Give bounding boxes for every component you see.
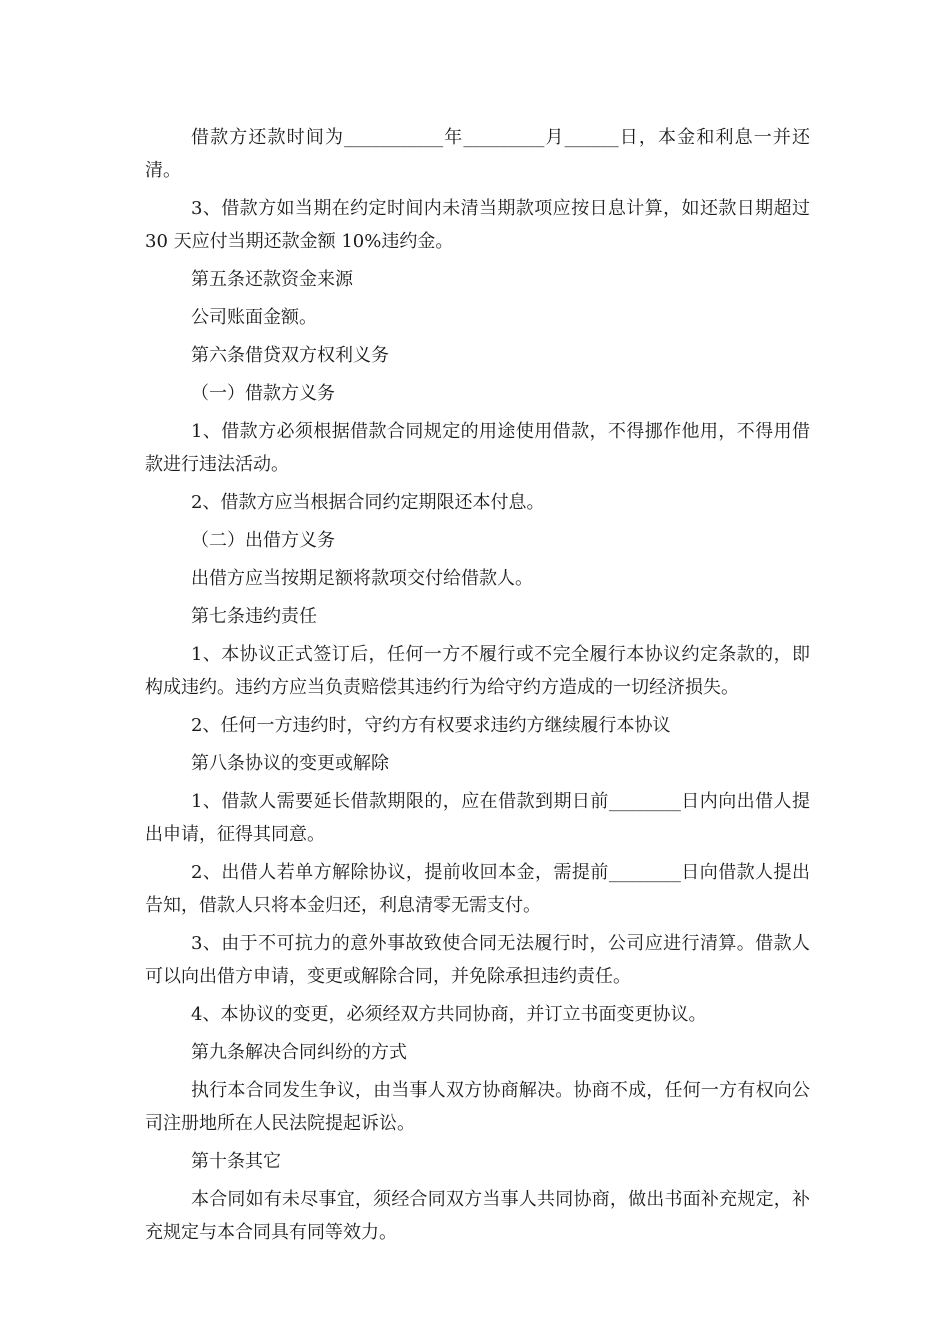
paragraph-borrower-obligation-1: 1、借款方必须根据借款合同规定的用途使用借款，不得挪作他用，不得用借款进行违法活动。 <box>145 421 810 475</box>
paragraph-breach-2: 2、任何一方违约时，守约方有权要求违约方继续履行本协议 <box>191 715 671 736</box>
paragraph-dispute-resolution: 执行本合同发生争议，由当事人双方协商解决。协商不成，任何一方有权向公司注册地所在人民法院提起诉讼。 <box>145 1080 810 1134</box>
document-body <box>145 121 816 1254</box>
paragraph-other-provisions: 本合同如有未尽事宜，须经合同双方当事人共同协商，做出书面补充规定，补充规定与本合同具有同等效力。 <box>145 1189 810 1243</box>
paragraph-fund-source: 公司账面金额。 <box>191 307 317 328</box>
heading-article-9: 第九条解决合同纠纷的方式 <box>191 1042 407 1063</box>
paragraph-borrower-obligation-2: 2、借款方应当根据合同约定期限还本付息。 <box>191 492 545 513</box>
paragraph-breach-1: 1、本协议正式签订后，任何一方不履行或不完全履行本协议约定条款的，即构成违约。违约方应当负责赔偿其违约行为给守约方造成的一切经济损失。 <box>145 644 810 698</box>
subheading-borrower-obligations: （一）借款方义务 <box>191 383 335 404</box>
heading-article-5: 第五条还款资金来源 <box>191 269 353 290</box>
paragraph-repayment-date: 借款方还款时间为___________年_________月______日，本金和利息一并还清。 <box>145 127 810 181</box>
paragraph-change-1: 1、借款人需要延长借款期限的，应在借款到期日前________日内向出借人提出申请，征得其同意。 <box>145 791 810 845</box>
paragraph-change-4: 4、本协议的变更，必须经双方共同协商，并订立书面变更协议。 <box>191 1004 707 1025</box>
heading-article-8: 第八条协议的变更或解除 <box>191 753 389 774</box>
paragraph-change-3: 3、由于不可抗力的意外事故致使合同无法履行时，公司应进行清算。借款人可以向出借方申请，变更或解除合同，并免除承担违约责任。 <box>145 933 810 987</box>
heading-article-7: 第七条违约责任 <box>191 606 317 627</box>
heading-article-6: 第六条借贷双方权利义务 <box>191 345 389 366</box>
paragraph-lender-obligation: 出借方应当按期足额将款项交付给借款人。 <box>191 568 533 589</box>
paragraph-late-penalty: 3、借款方如当期在约定时间内未清当期款项应按日息计算，如还款日期超过 30 天应付当期还款金额 10%违约金。 <box>145 198 816 252</box>
heading-article-10: 第十条其它 <box>191 1151 281 1172</box>
subheading-lender-obligations: （二）出借方义务 <box>191 530 335 551</box>
paragraph-change-2: 2、出借人若单方解除协议，提前收回本金，需提前________日向借款人提出告知，借款人只将本金归还，利息清零无需支付。 <box>145 862 810 916</box>
